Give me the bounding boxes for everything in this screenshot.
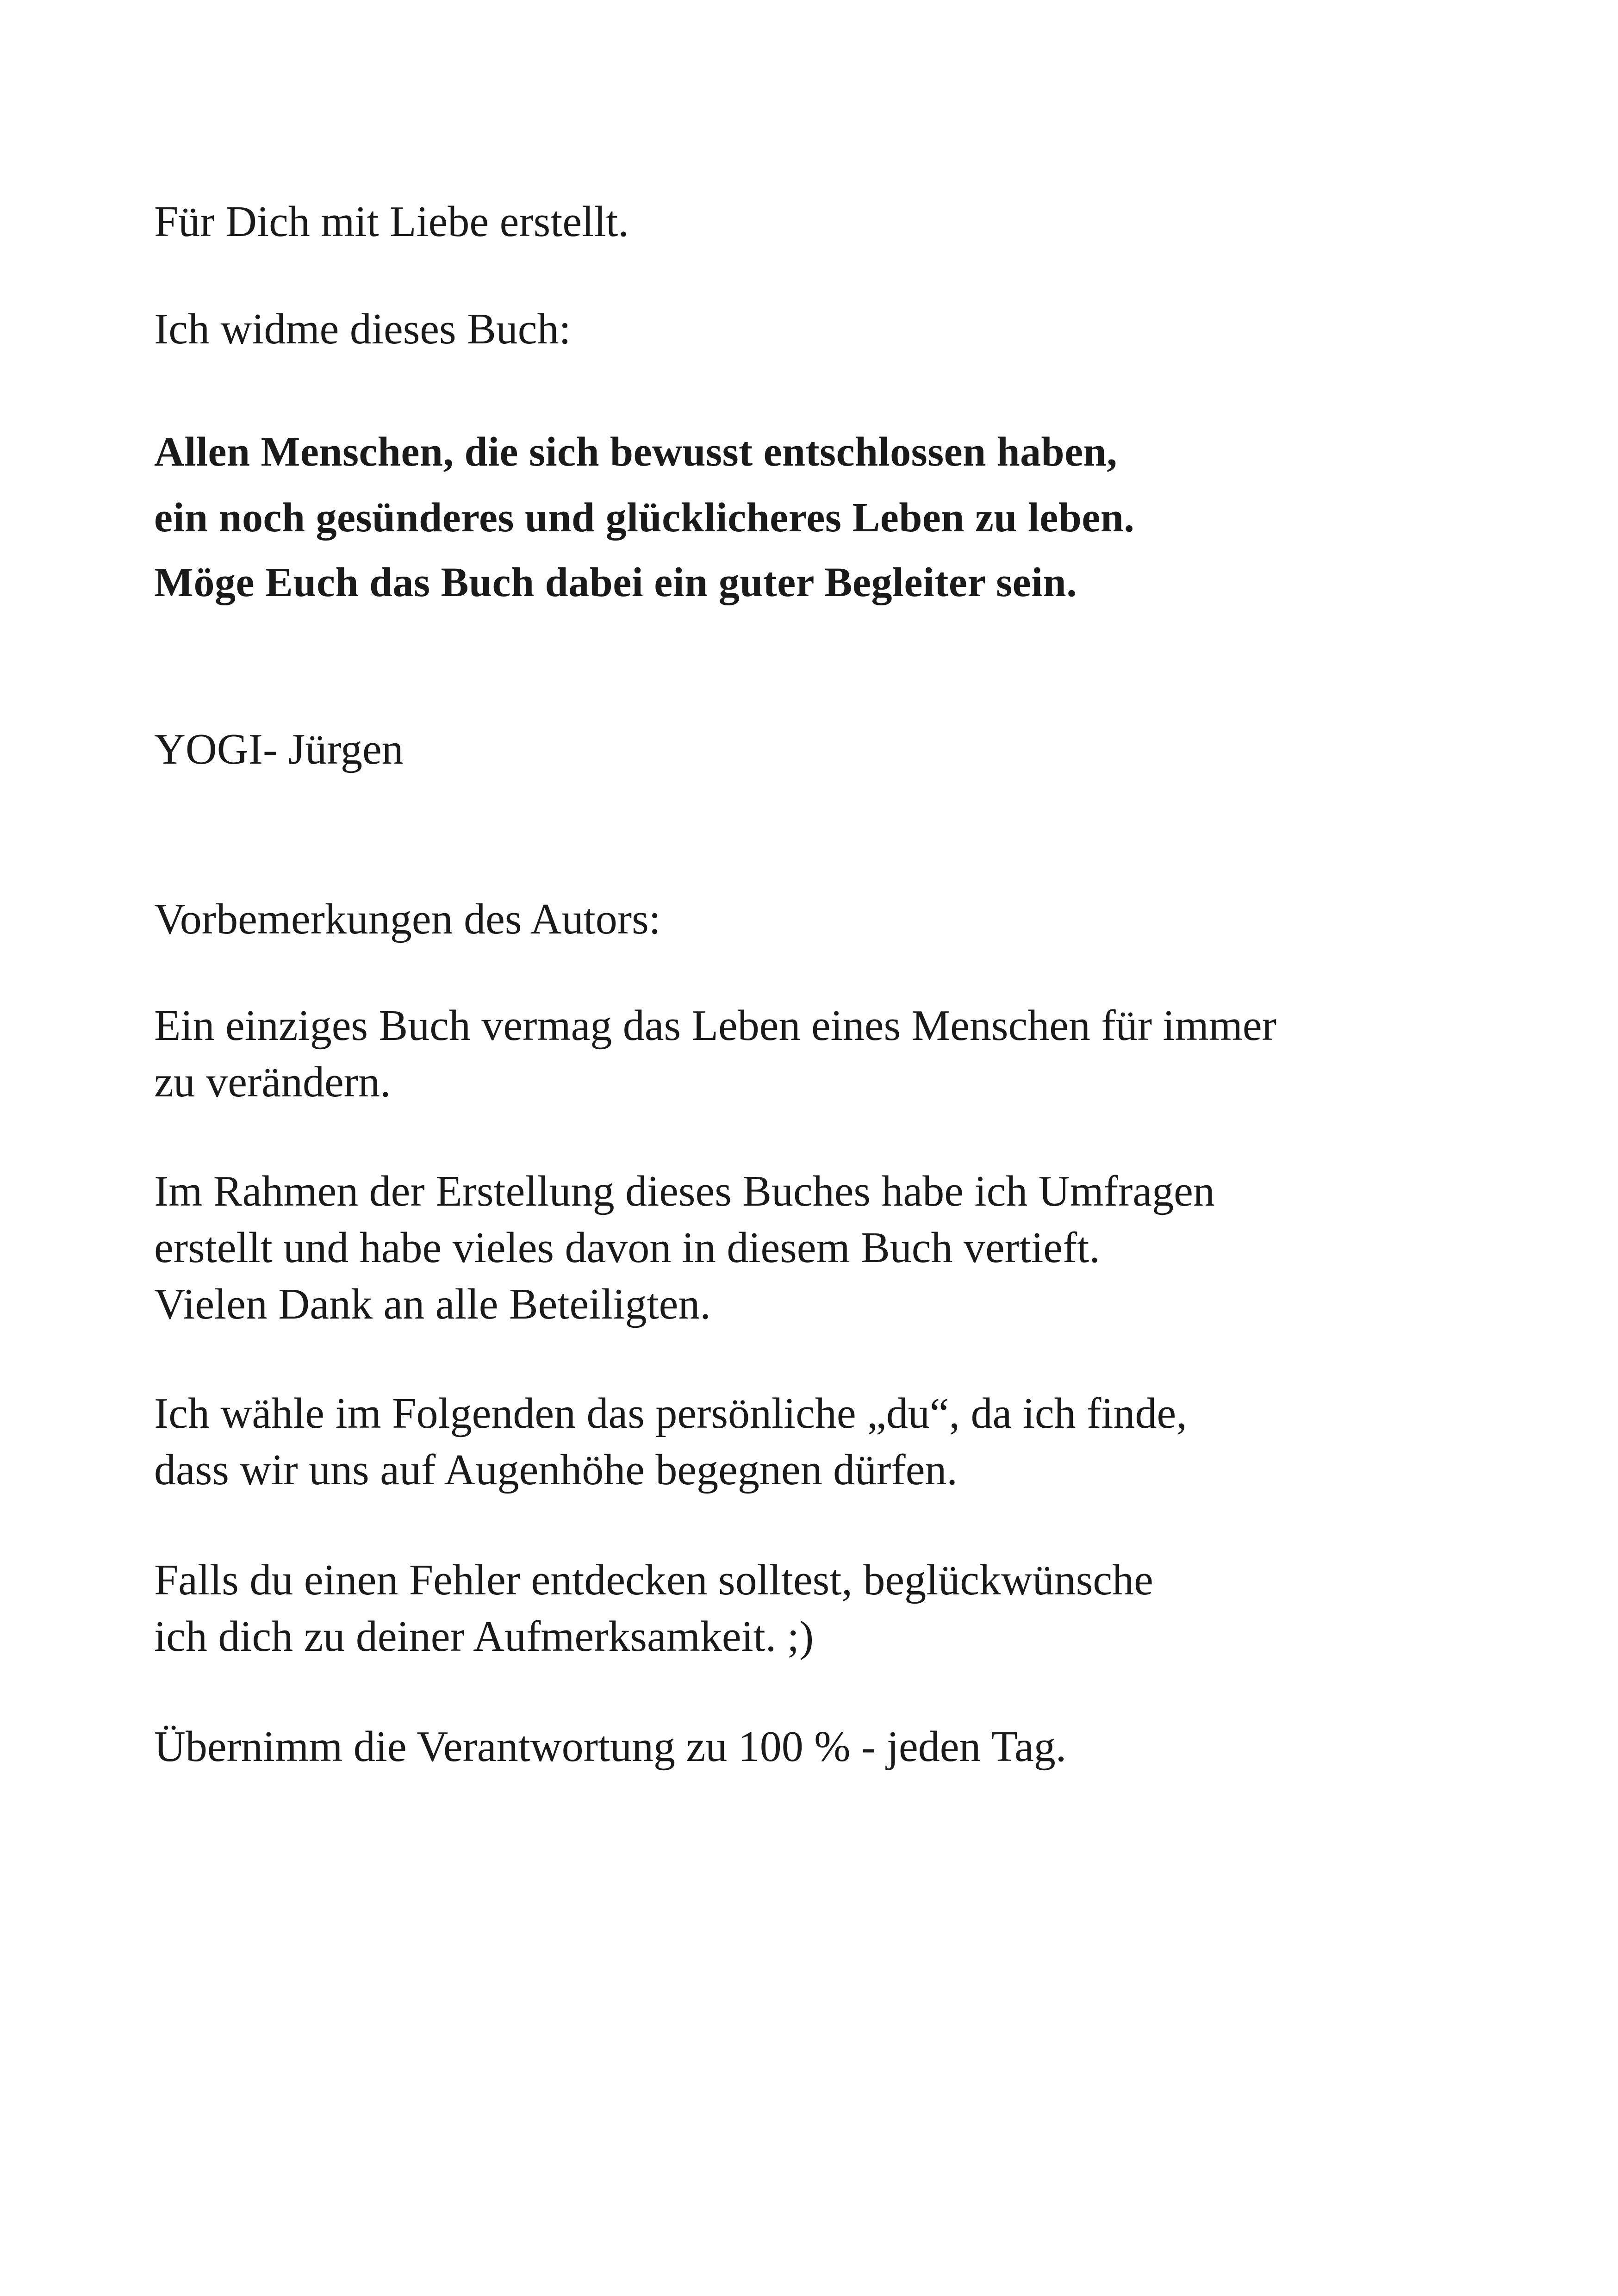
preface-paragraph-line: Ein einziges Buch vermag das Leben eines Menschen für immer <box>154 1002 1276 1050</box>
preface-closing-line: Übernimm die Verantwortung zu 100 % - jeden Tag. <box>154 1723 1067 1771</box>
dedication-bold-line: Allen Menschen, die sich bewusst entschlossen haben, <box>154 429 1118 475</box>
dedication-bold-line: Möge Euch das Buch dabei ein guter Begleiter sein. <box>154 560 1077 605</box>
preface-paragraph-line: Vielen Dank an alle Beteiligten. <box>154 1280 711 1328</box>
preface-paragraph-line: dass wir uns auf Augenhöhe begegnen dürfen. <box>154 1446 958 1494</box>
dedication-heading: Ich widme dieses Buch: <box>154 305 571 353</box>
author-signature: YOGI- Jürgen <box>154 725 404 773</box>
preface-paragraph-line: Im Rahmen der Erstellung dieses Buches habe ich Umfragen <box>154 1167 1215 1215</box>
preface-paragraph-line: erstellt und habe vieles davon in diesem Buch vertieft. <box>154 1224 1100 1272</box>
preface-paragraph-line: zu verändern. <box>154 1058 391 1106</box>
preface-heading: Vorbemerkungen des Autors: <box>154 895 661 943</box>
preface-paragraph-line: Ich wähle im Folgenden das persönliche „du“, da ich finde, <box>154 1389 1187 1437</box>
dedication-bold-line: ein noch gesünderes und glücklicheres Leben zu leben. <box>154 495 1135 541</box>
preface-paragraph-line: ich dich zu deiner Aufmerksamkeit. ;) <box>154 1612 814 1661</box>
preface-paragraph-line: Falls du einen Fehler entdecken solltest, beglückwünsche <box>154 1556 1153 1604</box>
intro-line: Für Dich mit Liebe erstellt. <box>154 198 629 246</box>
